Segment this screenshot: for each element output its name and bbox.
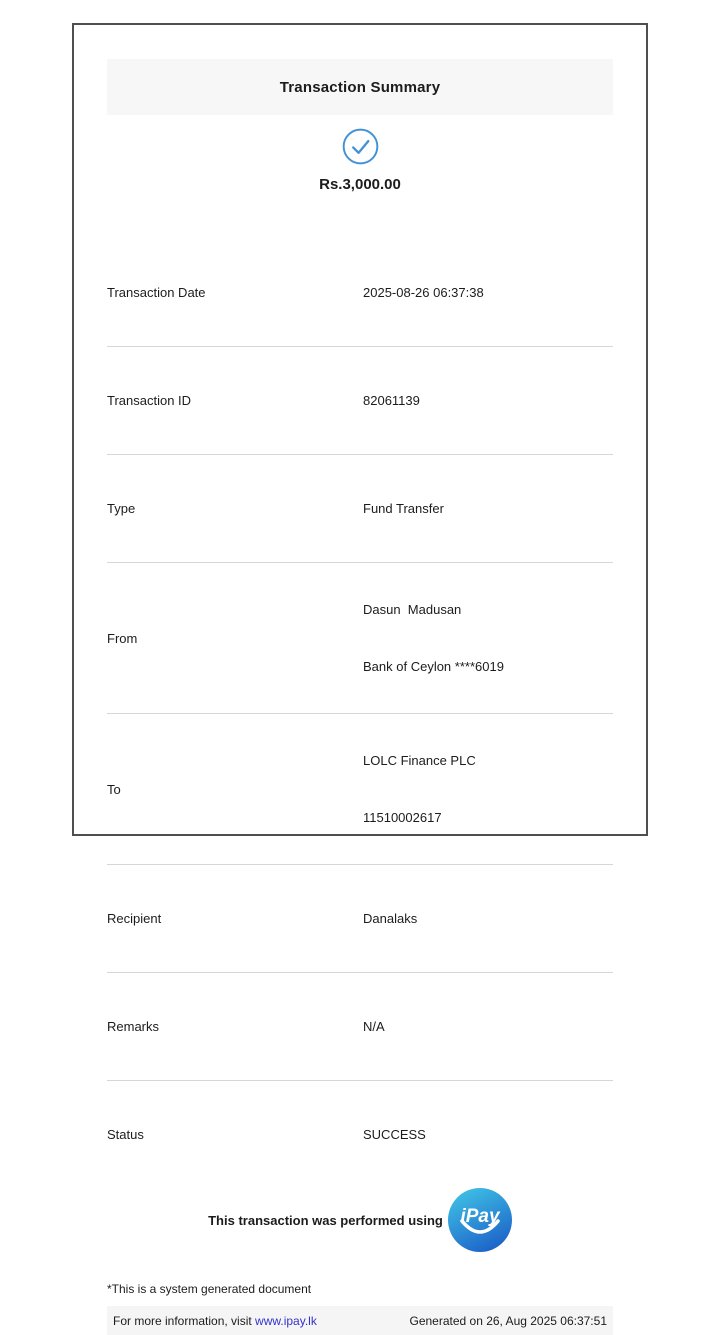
ipay-logo-icon <box>448 1188 512 1252</box>
row-label: Type <box>107 501 136 516</box>
header-band <box>107 59 613 115</box>
value-line: 2025-08-26 06:37:38 <box>363 285 484 300</box>
value-line: Bank of Ceylon ****6019 <box>363 659 504 674</box>
value-line: 11510002617 <box>363 810 442 825</box>
table-row-from <box>107 563 613 714</box>
row-value <box>363 255 613 330</box>
footer-info <box>113 1314 317 1328</box>
value-line: Dasun Madusan <box>363 602 462 617</box>
ipay-logo-text: iPay <box>460 1206 500 1227</box>
row-value <box>363 989 613 1064</box>
footer-bar <box>107 1306 613 1335</box>
value-line: Fund Transfer <box>363 501 444 516</box>
row-value <box>363 471 613 546</box>
value-line: 82061139 <box>363 393 420 408</box>
receipt-frame <box>72 23 648 1328</box>
page-title: Transaction Summary <box>279 78 441 96</box>
ipay-website-link[interactable]: www.ipay.lk <box>255 1313 317 1328</box>
row-value <box>363 881 613 956</box>
row-label: Recipient <box>107 911 162 926</box>
check-circle-icon <box>342 128 379 165</box>
row-label: Transaction Date <box>107 285 206 300</box>
row-value <box>363 1097 613 1172</box>
footer-info-text: For more information, visit <box>113 1313 256 1328</box>
generated-timestamp: Generated on 26, Aug 2025 06:37:51 <box>409 1313 607 1328</box>
table-row-transaction-date <box>107 239 613 347</box>
row-value <box>363 363 613 438</box>
row-label: From <box>107 630 138 646</box>
row-label: Status <box>107 1127 144 1142</box>
status-value: SUCCESS <box>363 1127 426 1142</box>
row-label: Remarks <box>107 1019 160 1034</box>
transaction-amount: Rs.3,000.00 <box>319 176 401 193</box>
detail-table <box>107 239 613 1188</box>
table-row-remarks <box>107 973 613 1081</box>
row-label: To <box>107 781 121 797</box>
value-line: LOLC Finance PLC <box>363 753 476 768</box>
performed-using-text: This transaction was performed using <box>208 1212 443 1228</box>
value-line: N/A <box>363 1019 385 1034</box>
value-line: Danalaks <box>363 911 418 926</box>
table-row-transaction-id <box>107 347 613 455</box>
table-row-type <box>107 455 613 563</box>
row-value <box>363 566 613 710</box>
table-row-to <box>107 714 613 865</box>
success-icon-wrap <box>107 128 613 165</box>
system-generated-note: *This is a system generated document <box>107 1282 312 1296</box>
row-label: Transaction ID <box>107 393 192 408</box>
table-row-recipient <box>107 865 613 973</box>
performed-using-section <box>107 1188 613 1252</box>
receipt-content <box>74 59 646 1335</box>
table-row-status <box>107 1081 613 1188</box>
row-value <box>363 717 613 861</box>
